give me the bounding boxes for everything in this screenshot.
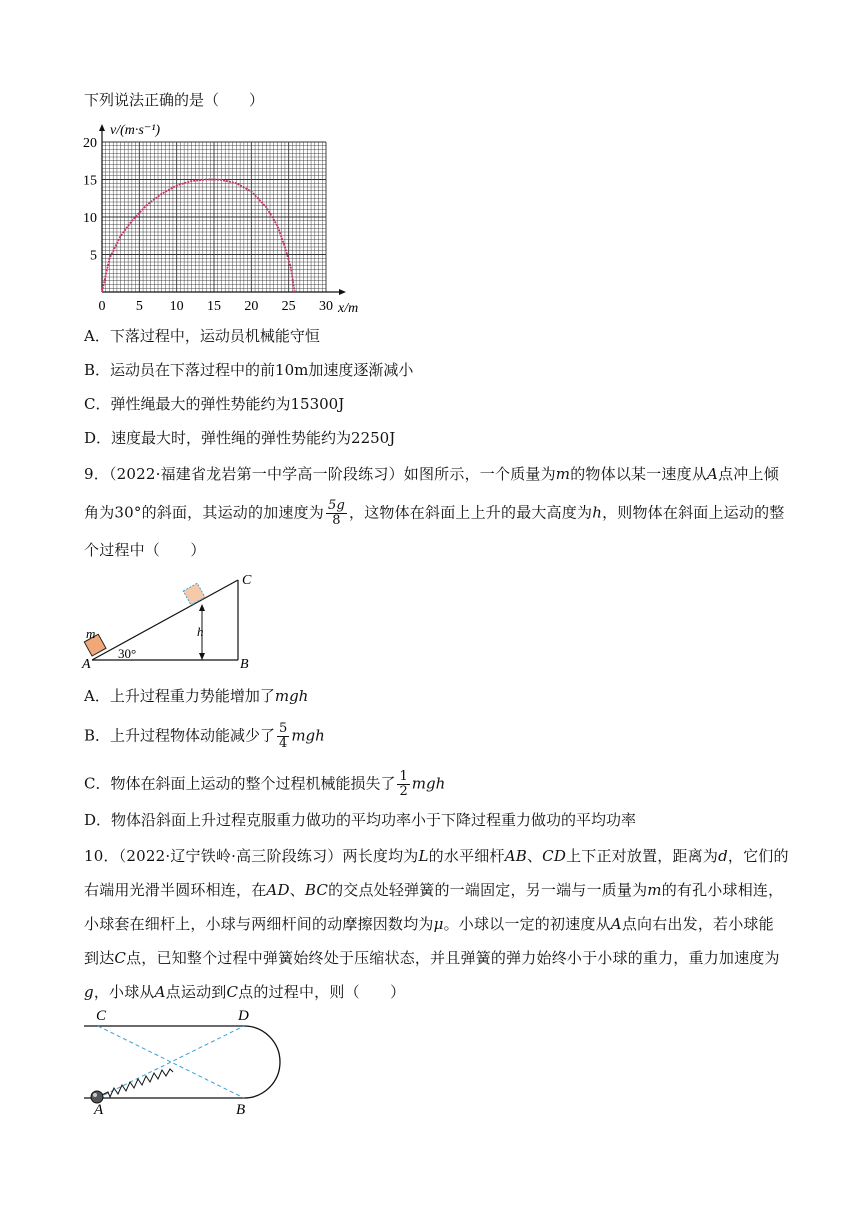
label-angle: 30° <box>118 646 137 661</box>
x-tick-label: 25 <box>281 299 296 314</box>
label-C: C <box>242 573 252 588</box>
y-tick-label: 5 <box>90 248 97 264</box>
x-tick-label: 30 <box>319 299 333 314</box>
q10-stem-line4: 到达C点，已知整个过程中弹簧始终处于压缩状态，并且弹簧的弹力始终小于小球的重力，重力加速度为 <box>84 949 780 967</box>
q9-stem-line1: 9．（2022·福建省龙岩第一中学高一阶段练习）如图所示，一个质量为m的物体以某一速度从A点冲上倾 <box>84 465 779 483</box>
rods-spring-figure <box>80 1006 290 1116</box>
velocity-displacement-chart <box>70 118 360 318</box>
y-tick-label: 15 <box>83 173 97 189</box>
x-tick-label: 10 <box>169 299 184 314</box>
incline-figure <box>80 572 260 672</box>
label-h: h <box>197 624 204 639</box>
q9-stem-line2: 角为30°的斜面，其运动的加速度为 $\frac{5g}{8}$ ，这物体在斜面上上升的最大高度为h，则物体在斜面上运动的整 <box>84 498 785 528</box>
q10-stem-line3: 小球套在细杆上，小球与两细杆间的动摩擦因数均为μ。小球以一定的初速度从A点向右出发，若小球能 <box>84 915 774 933</box>
q9-stem-line3: 个过程中（ ） <box>84 541 206 559</box>
chart-grid <box>102 142 326 292</box>
label-D: D <box>238 1008 249 1024</box>
x-tick-label: 15 <box>207 299 221 314</box>
y-axis-arrow <box>99 124 105 131</box>
x-tick-label: 5 <box>135 299 143 314</box>
q9-option-a: A．上升过程重力势能增加了mgh <box>84 687 309 705</box>
label-m: m <box>86 626 96 641</box>
q8-option-a: A．下落过程中，运动员机械能守恒 <box>84 327 320 345</box>
q8-option-d: D．速度最大时，弹性绳的弹性势能约为2250J <box>84 429 396 447</box>
q10-stem-line2: 右端用光滑半圆环相连，在AD、BC的交点处轻弹簧的一端固定，另一端与一质量为m的有孔小球相连， <box>84 881 784 899</box>
x-tick-label: 20 <box>244 299 259 314</box>
label-A: A <box>82 657 91 672</box>
label-B: B <box>240 657 249 672</box>
q9-option-b: B．上升过程物体动能减少了 $\frac{5}{4}$ mgh <box>84 721 325 751</box>
q9-option-c: C．物体在斜面上运动的整个过程机械能损失了 $\frac{1}{2}$ mgh <box>84 769 446 799</box>
label-B: B <box>236 1102 246 1116</box>
q8-option-b: B．运动员在下落过程中的前10m加速度逐渐减小 <box>84 361 414 379</box>
q10-stem-line1: 10．（2022·辽宁铁岭·高三阶段练习）两长度均为L的水平细杆AB、CD上下正对放置，距离为d，它们的 <box>84 847 789 865</box>
y-tick-label: 10 <box>83 211 97 226</box>
q10-stem-line5: g，小球从A点运动到C点的过程中，则（ ） <box>84 983 406 1001</box>
y-tick-label: 20 <box>83 136 97 151</box>
x-axis-label: x/m <box>338 301 359 316</box>
x-axis-arrow <box>339 289 346 295</box>
q9-option-d: D．物体沿斜面上升过程克服重力做功的平均功率小于下降过程重力做功的平均功率 <box>84 811 637 829</box>
q9-accel-fraction: $\frac{5g}{8}$ <box>328 498 345 528</box>
y-axis-label: v/(m·s⁻¹) <box>110 123 161 138</box>
q8-option-c: C．弹性绳最大的弹性势能约为15300J <box>84 395 345 413</box>
label-C: C <box>96 1008 107 1024</box>
label-A: A <box>94 1102 104 1116</box>
x-tick-label: 0 <box>98 299 106 314</box>
q8-stem-tail: 下列说法正确的是（ ） <box>84 91 265 109</box>
